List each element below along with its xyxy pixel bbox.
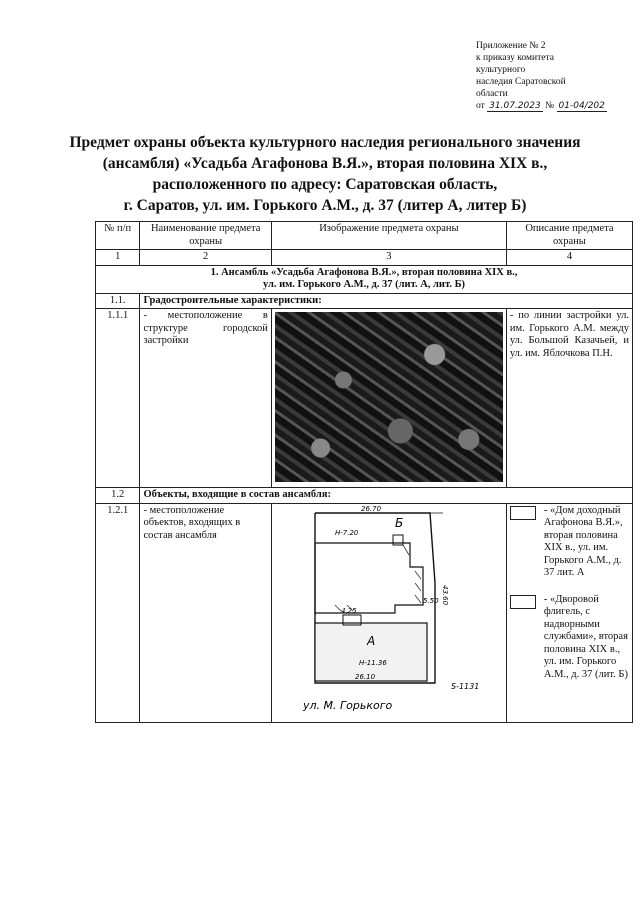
header-name: Наименование предмета охраны: [140, 222, 271, 250]
plan-letter-b: Б: [394, 515, 404, 530]
row-image-cell: [271, 503, 506, 722]
row-legend-cell: [506, 503, 632, 722]
plan-bottom-dimension: 26.10: [354, 672, 375, 681]
title-line: Предмет охраны объекта культурного наследия регионального значения: [69, 134, 581, 151]
table-row: [96, 503, 633, 722]
row-name: - местоположение объектов, входящих в состав ансамбля: [140, 503, 271, 722]
section-number: 1.2: [96, 488, 140, 504]
plan-dimension-550: 5.50: [422, 596, 439, 605]
legend-text-a: - «Дом доходный Агафонова В.Я.», вторая половина XIX в., ул. им. Горького А.М., д. 37 лит. А: [543, 504, 623, 578]
section-row: [96, 293, 633, 309]
appendix-line: к приказу комитета: [476, 53, 554, 63]
appendix-line: культурного: [476, 65, 526, 75]
plan-height-a: Н-11.36: [358, 658, 387, 667]
table-row: [96, 309, 633, 488]
legend-swatch-b: [510, 595, 536, 609]
plan-top-dimension: 26.70: [360, 504, 381, 513]
header-image: Изображение предмета охраны: [271, 222, 506, 250]
number-prefix: №: [545, 101, 555, 111]
legend-item-b: [510, 594, 629, 682]
ensemble-title-line: ул. им. Горького А.М., д. 37 (лит. А, лит. Б): [262, 279, 466, 290]
legend-swatch-a: [510, 506, 536, 520]
row-number: 1.2.1: [96, 503, 140, 722]
ensemble-title-row: [96, 265, 633, 293]
appendix-line: Приложение № 2: [476, 41, 546, 51]
plan-street-name: ул. М. Горького: [302, 698, 393, 712]
aerial-photo: [275, 312, 503, 482]
title-line: расположенного по адресу: Саратовская область,: [152, 176, 498, 193]
appendix-line: области: [476, 89, 508, 99]
plan-side-dimension: 43.60: [440, 584, 449, 605]
section-number: 1.1.: [96, 293, 140, 309]
ensemble-title: [96, 265, 633, 293]
title-line: (ансамбля) «Усадьба Агафонова В.Я.», вторая половина XIX в.,: [102, 155, 548, 172]
row-number: 1.1.1: [96, 309, 140, 488]
column-number: 4: [506, 250, 632, 266]
section-row: [96, 488, 633, 504]
appendix-line: наследия Саратовской: [476, 77, 566, 87]
section-title: Градостроительные характеристики:: [140, 293, 633, 309]
column-number: 2: [140, 250, 271, 266]
row-description: - по линии застройки ул. им. Горького А.М. между ул. Большой Казачьей, и ул. им. Яблочкова П.Н.: [506, 309, 632, 488]
section-title: Объекты, входящие в состав ансамбля:: [140, 488, 633, 504]
site-plan: [275, 505, 503, 721]
from-prefix: от: [476, 101, 485, 111]
header-number: № п/п: [96, 222, 140, 250]
column-number: 1: [96, 250, 140, 266]
ensemble-title-line: 1. Ансамбль «Усадьба Агафонова В.Я.», вторая половина XIX в.,: [210, 266, 518, 278]
row-image-cell: [271, 309, 506, 488]
row-name: - местоположение в структуре городской застройки: [140, 309, 271, 488]
plan-area: S-1131: [450, 681, 480, 691]
title-line: г. Саратов, ул. им. Горького А.М., д. 37 (литер А, литер Б): [123, 197, 527, 214]
legend-item-a: [510, 505, 629, 580]
plan-height-b: Н-7.20: [334, 528, 359, 537]
plan-letter-a: А: [366, 633, 376, 648]
protection-subject-table: [95, 221, 633, 723]
column-numbers-row: [96, 250, 633, 266]
order-date-line: [476, 100, 626, 112]
column-number: 3: [271, 250, 506, 266]
header-description: Описание предмета охраны: [506, 222, 632, 250]
document-title: [60, 132, 590, 216]
plan-dimension-425: 4.25: [340, 606, 357, 615]
appendix-block: [476, 40, 626, 112]
legend-text-b: - «Дворовой флигель, с надворными службами», вторая половина XIX в., ул. им. Горького А.М., д. 37 (лит. Б): [543, 593, 628, 680]
order-number: 01-04/202: [558, 101, 605, 111]
header-row: [96, 222, 633, 250]
order-date: 31.07.2023: [489, 101, 541, 111]
